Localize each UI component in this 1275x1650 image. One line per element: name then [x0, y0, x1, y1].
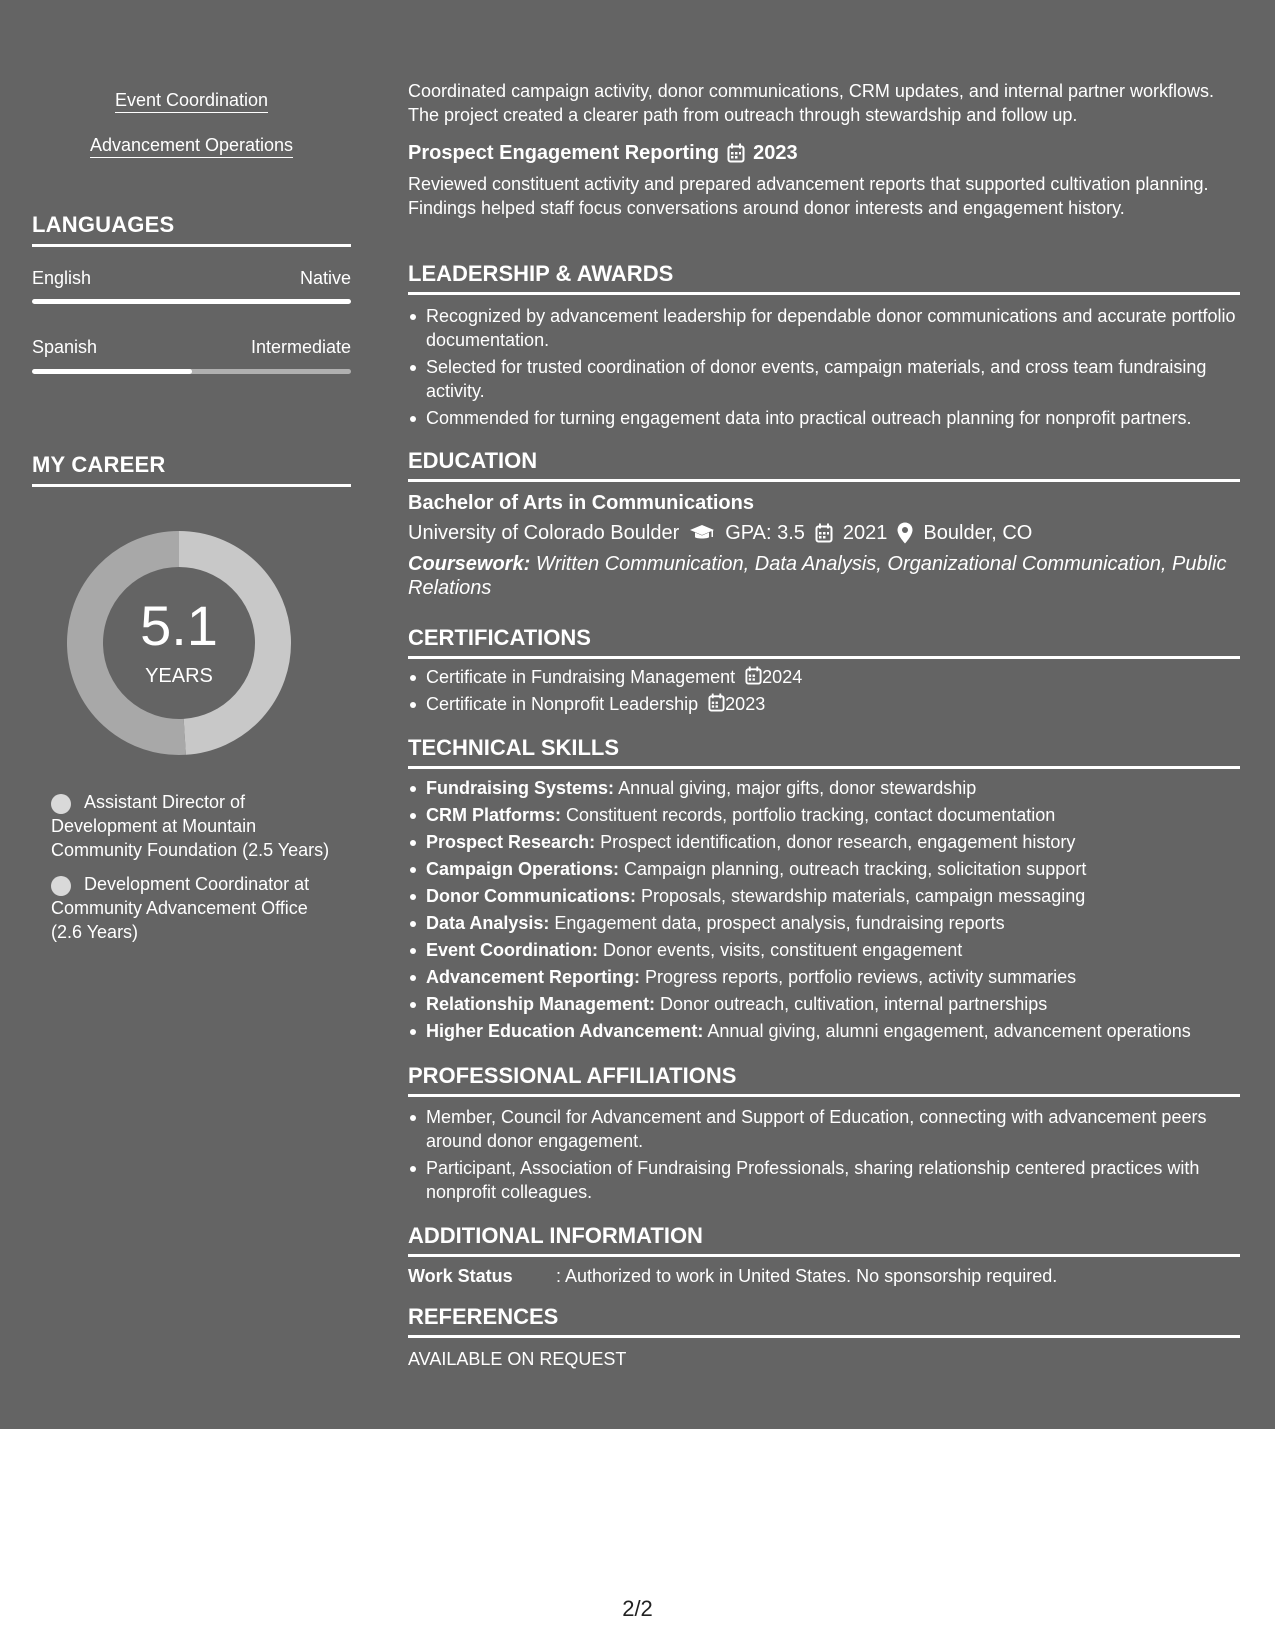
language-level: Native	[299, 268, 351, 288]
languages-heading: LANGUAGES	[32, 212, 351, 247]
list-item	[426, 884, 1258, 908]
list-item	[426, 938, 1258, 962]
degree-title: Bachelor of Arts in Communications	[408, 492, 754, 514]
skill-label: Higher Education Advancement:	[426, 1021, 704, 1041]
page-number: 2/2	[622, 1596, 653, 1621]
language-name: Spanish	[32, 337, 98, 357]
education-details	[408, 521, 1240, 545]
list-item	[426, 776, 1258, 800]
language-bar-english	[32, 299, 351, 304]
skill-value: Progress reports, portfolio reviews, activity summaries	[645, 967, 1077, 987]
graduation-year: 2021	[842, 522, 888, 544]
work-status-row	[408, 1264, 1240, 1288]
skill-label: Prospect Research:	[426, 832, 596, 852]
gpa: GPA: 3.5	[725, 522, 805, 544]
language-row-spanish	[32, 337, 351, 358]
references-heading: REFERENCES	[408, 1305, 1240, 1338]
list-item: Selected for trusted coordination of donor events, campaign materials, and cross team fundraising activity.	[426, 355, 1240, 403]
skill-link-label: Event Coordination	[115, 90, 268, 113]
career-item	[51, 872, 341, 944]
list-item	[426, 830, 1258, 854]
list-item	[426, 992, 1258, 1016]
list-item	[426, 665, 1258, 689]
career-item-text: Development Coordinator at Community Advancement Office (2.6 Years)	[51, 874, 310, 942]
affiliations-list	[408, 1105, 1240, 1207]
career-years-unit: YEARS	[145, 665, 213, 687]
list-item: Member, Council for Advancement and Support of Education, connecting with advancement peers around donor engagement.	[426, 1105, 1240, 1153]
calendar-icon	[708, 693, 725, 712]
leadership-heading: LEADERSHIP & AWARDS	[408, 262, 1240, 295]
career-item	[51, 790, 341, 862]
career-list	[51, 790, 341, 954]
skills-heading: TECHNICAL SKILLS	[408, 736, 1240, 769]
coursework-list: Written Communication, Data Analysis, Organizational Communication, Public Relations	[408, 553, 1227, 599]
skill-label: Fundraising Systems:	[426, 778, 615, 798]
language-bar-spanish	[32, 369, 351, 374]
career-dot-icon	[51, 876, 71, 896]
graduation-cap-icon	[689, 524, 715, 542]
education-heading: EDUCATION	[408, 449, 1240, 482]
location-pin-icon	[897, 522, 913, 544]
skill-value: Engagement data, prospect analysis, fundraising reports	[554, 913, 1005, 933]
school-name: University of Colorado Boulder	[408, 522, 680, 544]
certifications-heading: CERTIFICATIONS	[408, 626, 1240, 659]
list-item: Recognized by advancement leadership for dependable donor communications and accurate portfolio documentation.	[426, 304, 1240, 352]
language-level: Intermediate	[250, 337, 351, 357]
career-donut-chart	[66, 530, 292, 756]
skills-list	[408, 776, 1258, 1046]
skill-label: CRM Platforms:	[426, 805, 562, 825]
calendar-icon	[727, 143, 745, 163]
work-status-value: : Authorized to work in United States. No sponsorship required.	[556, 1266, 1058, 1286]
skill-value: Donor outreach, cultivation, internal partnerships	[660, 994, 1048, 1014]
list-item	[426, 965, 1258, 989]
project-description: Reviewed constituent activity and prepared advancement reports that supported cultivation planning. Findings helped staff focus conversations around donor interests and engagement history.	[408, 174, 1209, 218]
list-item: Commended for turning engagement data into practical outreach planning for nonprofit partners.	[426, 406, 1240, 430]
certification-name: Certificate in Nonprofit Leadership	[426, 694, 699, 714]
skill-value: Constituent records, portfolio tracking, contact documentation	[566, 805, 1056, 825]
skill-label: Event Coordination:	[426, 940, 598, 960]
skill-value: Annual giving, major gifts, donor stewardship	[618, 778, 977, 798]
language-bar-fill	[32, 369, 192, 374]
skill-value: Annual giving, alumni engagement, advancement operations	[707, 1021, 1191, 1041]
list-item	[426, 1019, 1258, 1043]
skill-link-event-coordination[interactable]	[32, 88, 351, 112]
certifications-list	[408, 665, 1258, 719]
work-status-label: Work Status	[408, 1266, 513, 1286]
language-row-english	[32, 268, 351, 289]
skill-label: Advancement Reporting:	[426, 967, 641, 987]
skill-label: Campaign Operations:	[426, 859, 620, 879]
skill-value: Campaign planning, outreach tracking, solicitation support	[624, 859, 1087, 879]
skill-label: Donor Communications:	[426, 886, 636, 906]
list-item	[426, 692, 1258, 716]
skill-value: Proposals, stewardship materials, campaign messaging	[641, 886, 1086, 906]
coursework-label: Coursework:	[408, 553, 531, 575]
skill-link-advancement-operations[interactable]	[32, 133, 351, 157]
list-item	[426, 803, 1258, 827]
skill-link-label: Advancement Operations	[90, 135, 293, 158]
additional-info-heading: ADDITIONAL INFORMATION	[408, 1224, 1240, 1257]
language-name: English	[32, 268, 92, 288]
career-dot-icon	[51, 794, 71, 814]
career-years-value: 5.1	[140, 594, 218, 657]
language-bar-fill	[32, 299, 351, 304]
references-text: AVAILABLE ON REQUEST	[408, 1349, 627, 1369]
calendar-icon	[815, 523, 833, 543]
certification-name: Certificate in Fundraising Management	[426, 667, 736, 687]
calendar-icon	[745, 666, 762, 685]
education-location: Boulder, CO	[923, 522, 1033, 544]
project-year: 2023	[753, 142, 798, 164]
certification-year: 2023	[725, 694, 766, 714]
skill-label: Data Analysis:	[426, 913, 550, 933]
list-item	[426, 911, 1258, 935]
skill-label: Relationship Management:	[426, 994, 656, 1014]
skill-value: Donor events, visits, constituent engagement	[603, 940, 963, 960]
list-item: Participant, Association of Fundraising Professionals, sharing relationship centered practices with nonprofit colleagues.	[426, 1156, 1240, 1204]
leadership-list	[408, 304, 1240, 433]
career-heading: MY CAREER	[32, 452, 351, 487]
career-item-text: Assistant Director of Development at Mountain Community Foundation (2.5 Years)	[51, 792, 330, 860]
project-title: Prospect Engagement Reporting	[408, 142, 720, 164]
project-intro-text: Coordinated campaign activity, donor communications, CRM updates, and internal partner workflows. The project created a clearer path from outreach through stewardship and follow up.	[408, 81, 1215, 125]
project-title-row	[408, 141, 1240, 165]
affiliations-heading: PROFESSIONAL AFFILIATIONS	[408, 1064, 1240, 1097]
list-item	[426, 857, 1258, 881]
skill-value: Prospect identification, donor research, engagement history	[600, 832, 1076, 852]
coursework	[408, 552, 1240, 600]
certification-year: 2024	[762, 667, 803, 687]
